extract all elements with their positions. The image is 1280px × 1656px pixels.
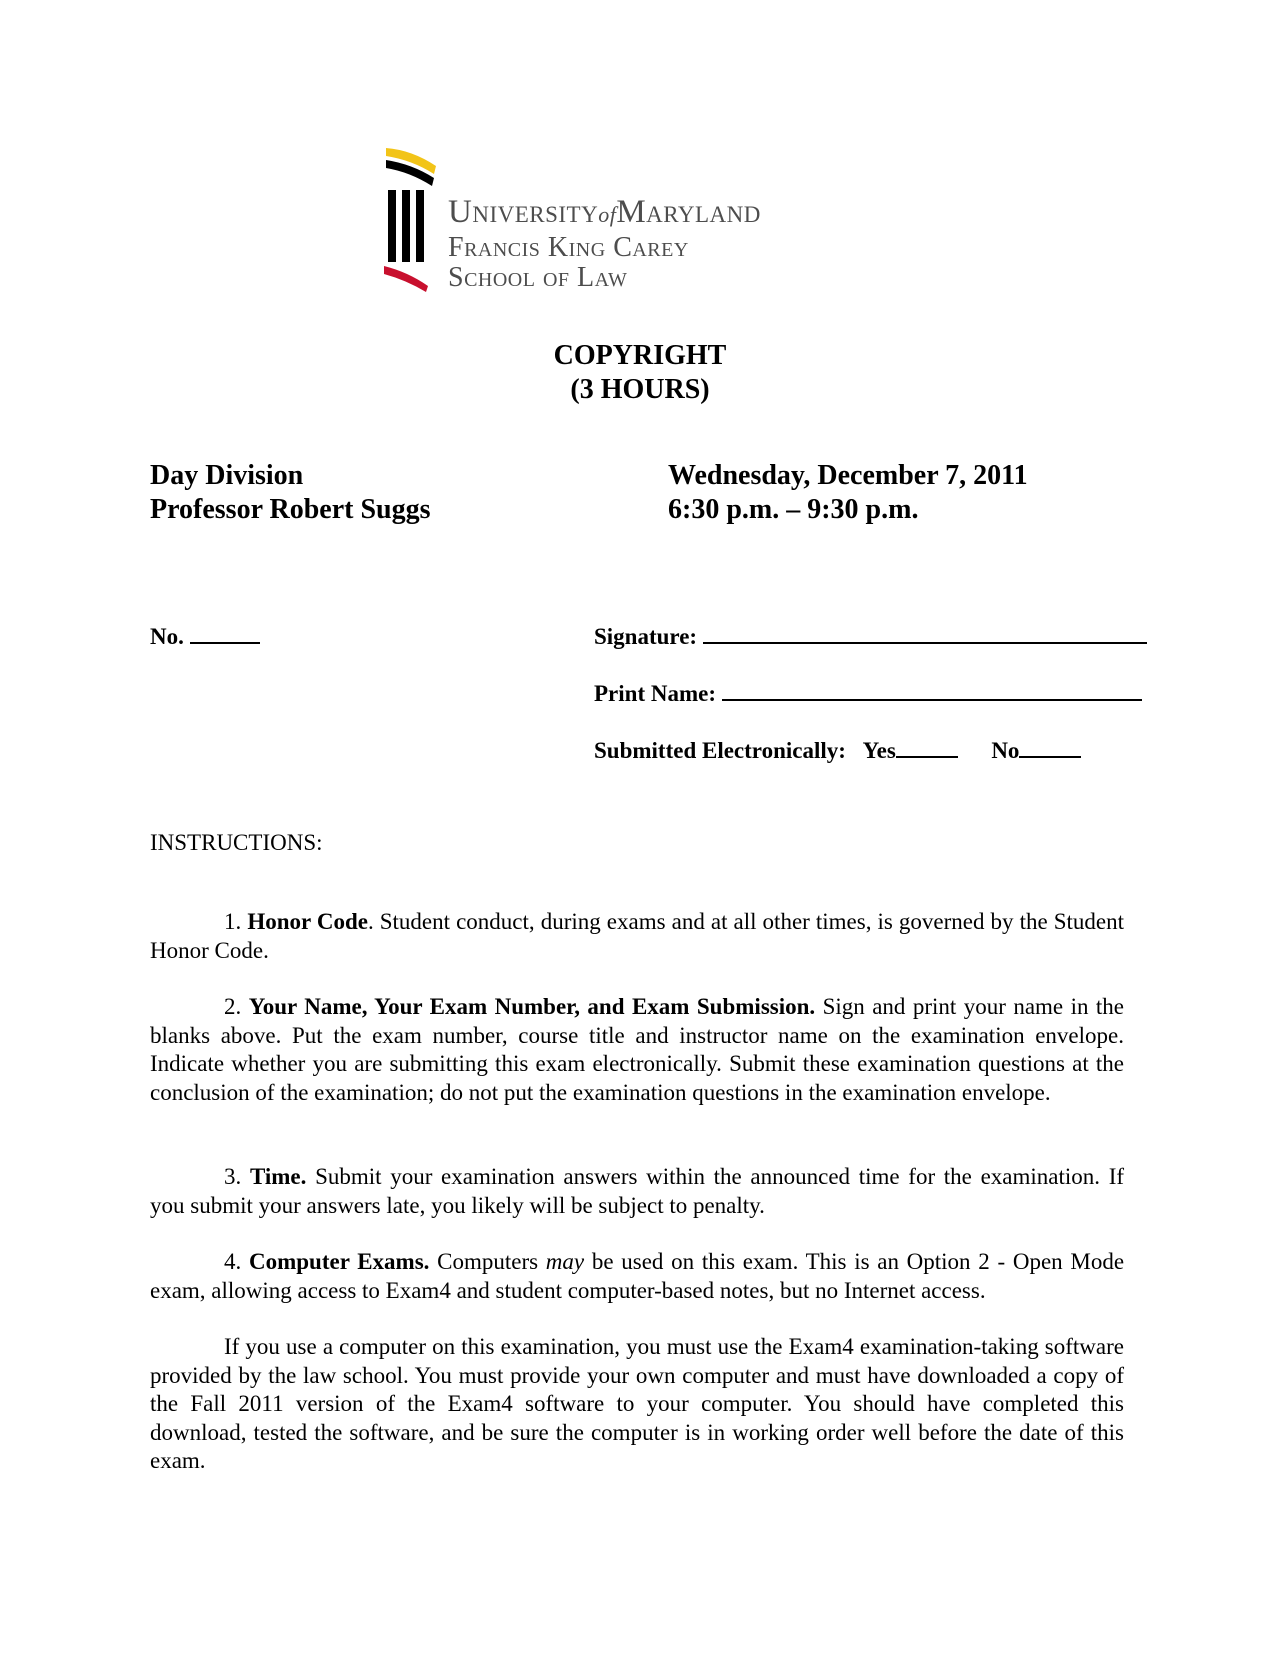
instruction-emphasis: may [545, 1249, 585, 1274]
logo-line-2: Francis King Carey [448, 232, 689, 263]
print-name-field [594, 681, 1142, 707]
column-emblem-icon [384, 144, 444, 294]
signature-field [594, 624, 1147, 650]
instruction-text: be used on this exam. This is an Option 2 - Open Mode exam, allowing access to Exam4 and student computer-based notes, but no Internet access. [150, 1249, 1125, 1303]
red-swoosh [384, 266, 428, 292]
instruction-text: Computers [437, 1249, 539, 1274]
exam-course-title: COPYRIGHT [553, 340, 727, 371]
instructions-heading: INSTRUCTIONS: [150, 830, 323, 855]
instruction-number: 1. [224, 909, 242, 934]
instruction-text: Submit your examination answers within the announced time for the examination. If you submit your answers late, you likely will be subject to penalty. [150, 1164, 1125, 1218]
university-logo [384, 144, 884, 294]
instruction-text: . Student conduct, during exams and at all other times, is governed by the Student Honor Code. [150, 909, 1125, 963]
computer-usage-text: If you use a computer on this examination, you must use the Exam4 examination-taking software provided by the law school. You must provide your own computer and must have downloaded a copy of the Fall 2011 version of the Exam4 software to your computer. You should have completed this download, tested the software, and be sure the computer is in working order well before the date of this exam. [150, 1334, 1124, 1474]
instruction-item-4 [150, 1248, 1124, 1305]
instruction-number: 4. [224, 1249, 242, 1274]
exam-number-field [150, 624, 260, 650]
instruction-number: 2. [224, 994, 242, 1019]
logo-word-university: University [448, 194, 599, 230]
instruction-item-3 [150, 1163, 1124, 1220]
pillar-3 [416, 190, 424, 262]
exam-time: 6:30 p.m. – 9:30 p.m. [668, 494, 919, 525]
exam-number-label: No. [150, 624, 184, 649]
logo-line-1 [448, 194, 761, 231]
instruction-item-2 [150, 993, 1124, 1107]
instruction-text: Sign and print your name in the blanks above. Put the exam number, course title and instructor name on the examination envelope. Indicate whether you are submitting this exam electronically. Submit these examination questions at the conclusion of the examination; do not put the examination questions in the examination envelope. [150, 994, 1124, 1105]
pillar-1 [388, 190, 396, 262]
pillar-2 [402, 190, 410, 262]
instruction-heading: Computer Exams. [248, 1249, 430, 1274]
computer-usage-paragraph [150, 1333, 1124, 1476]
exam-number-blank[interactable] [190, 624, 260, 644]
no-label: No [991, 738, 1020, 763]
exam-duration: (3 HOURS) [570, 374, 710, 405]
instruction-heading: Honor Code [247, 909, 368, 934]
signature-blank[interactable] [703, 624, 1147, 644]
logo-word-maryland: Maryland [616, 194, 761, 230]
print-name-label: Print Name: [594, 681, 716, 706]
yes-blank[interactable] [896, 738, 958, 758]
logo-line-3: School of Law [448, 262, 628, 293]
professor-name: Professor Robert Suggs [150, 494, 431, 525]
division-label: Day Division [150, 460, 304, 491]
logo-word-of: of [598, 202, 617, 227]
instruction-heading: Your Name, Your Exam Number, and Exam Submission. [248, 994, 816, 1019]
print-name-blank[interactable] [722, 681, 1142, 701]
signature-label: Signature: [594, 624, 698, 649]
instruction-number: 3. [224, 1164, 242, 1189]
submitted-electronically-label: Submitted Electronically: [594, 738, 846, 763]
yes-label: Yes [862, 738, 896, 763]
instruction-heading: Time. [249, 1164, 307, 1189]
instruction-item-1 [150, 908, 1124, 965]
submitted-electronically-field [594, 738, 1081, 764]
exam-date: Wednesday, December 7, 2011 [668, 460, 1028, 491]
no-blank[interactable] [1019, 738, 1081, 758]
